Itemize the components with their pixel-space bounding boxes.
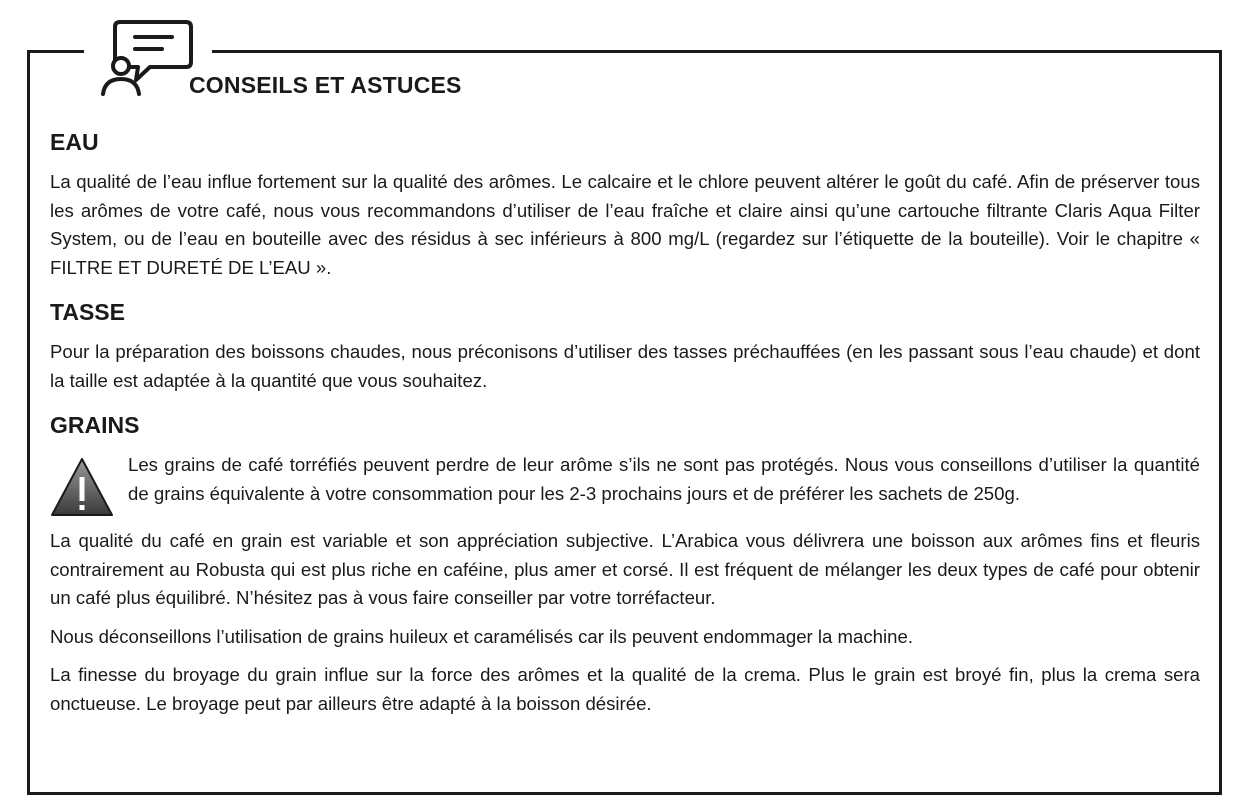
grains-paragraph: Nous déconseillons l’utilisation de grains huileux et caramélisés car ils peuvent endommager la machine. xyxy=(50,625,913,647)
eau-paragraph: La qualité de l’eau influe fortement sur la qualité des arômes. Le calcaire et le chlore peuvent altérer le goût du café. Afin de préserver tous les arômes de votre café, nous vous recommandons d’utiliser de l’eau fraîche et claire ainsi qu’une cartouche filtrante Claris Aqua Filter System, ou de l’eau en bouteille avec des résidus à sec inférieurs à 800 mg/L (regardez sur l’étiquette de la bouteille). Voir le chapitre « FILTRE ET DURETÉ DE L’EAU ». xyxy=(50,171,1200,278)
section-eau xyxy=(50,128,1200,282)
section-title-grains: GRAINS xyxy=(50,412,140,438)
grains-paragraph: La qualité du café en grain est variable et son appréciation subjective. L’Arabica vous délivrera une boisson aux arômes fins et fleuris contrairement au Robusta qui est plus riche en caféine, plus amer et corsé. Il est fréquent de mélanger les deux types de café pour obtenir un café plus équilibré. N’hésitez pas à vous faire conseiller par votre torréfacteur. xyxy=(50,530,1200,608)
page-title: CONSEILS ET ASTUCES xyxy=(189,72,462,98)
section-title-tasse: TASSE xyxy=(50,299,125,325)
tasse-paragraph: Pour la préparation des boissons chaudes, nous préconisons d’utiliser des tasses préchauffées (en les passant sous l’eau chaude) et dont la taille est adaptée à la quantité que vous souhaitez. xyxy=(50,341,1200,391)
section-grains xyxy=(50,411,1200,718)
warning-note xyxy=(50,451,1200,519)
advisor-speech-icon xyxy=(98,18,194,98)
tips-content xyxy=(50,128,1200,728)
section-tasse xyxy=(50,298,1200,395)
grains-paragraph: La finesse du broyage du grain influe sur la force des arômes et la qualité de la crema. Plus le grain est broyé fin, plus la crema sera onctueuse. Le broyage peut par ailleurs être adapté à la boisson désirée. xyxy=(50,664,1200,714)
grains-warning-text: Les grains de café torréfiés peuvent perdre de leur arôme s’ils ne sont pas protégés. Nous vous conseillons d’utiliser la quantité de grains équivalente à votre consommation pour les 2-3 prochains jours et de préférer les sachets de 250g. xyxy=(128,454,1200,504)
warning-triangle-icon xyxy=(50,455,114,519)
section-title-eau: EAU xyxy=(50,129,99,155)
